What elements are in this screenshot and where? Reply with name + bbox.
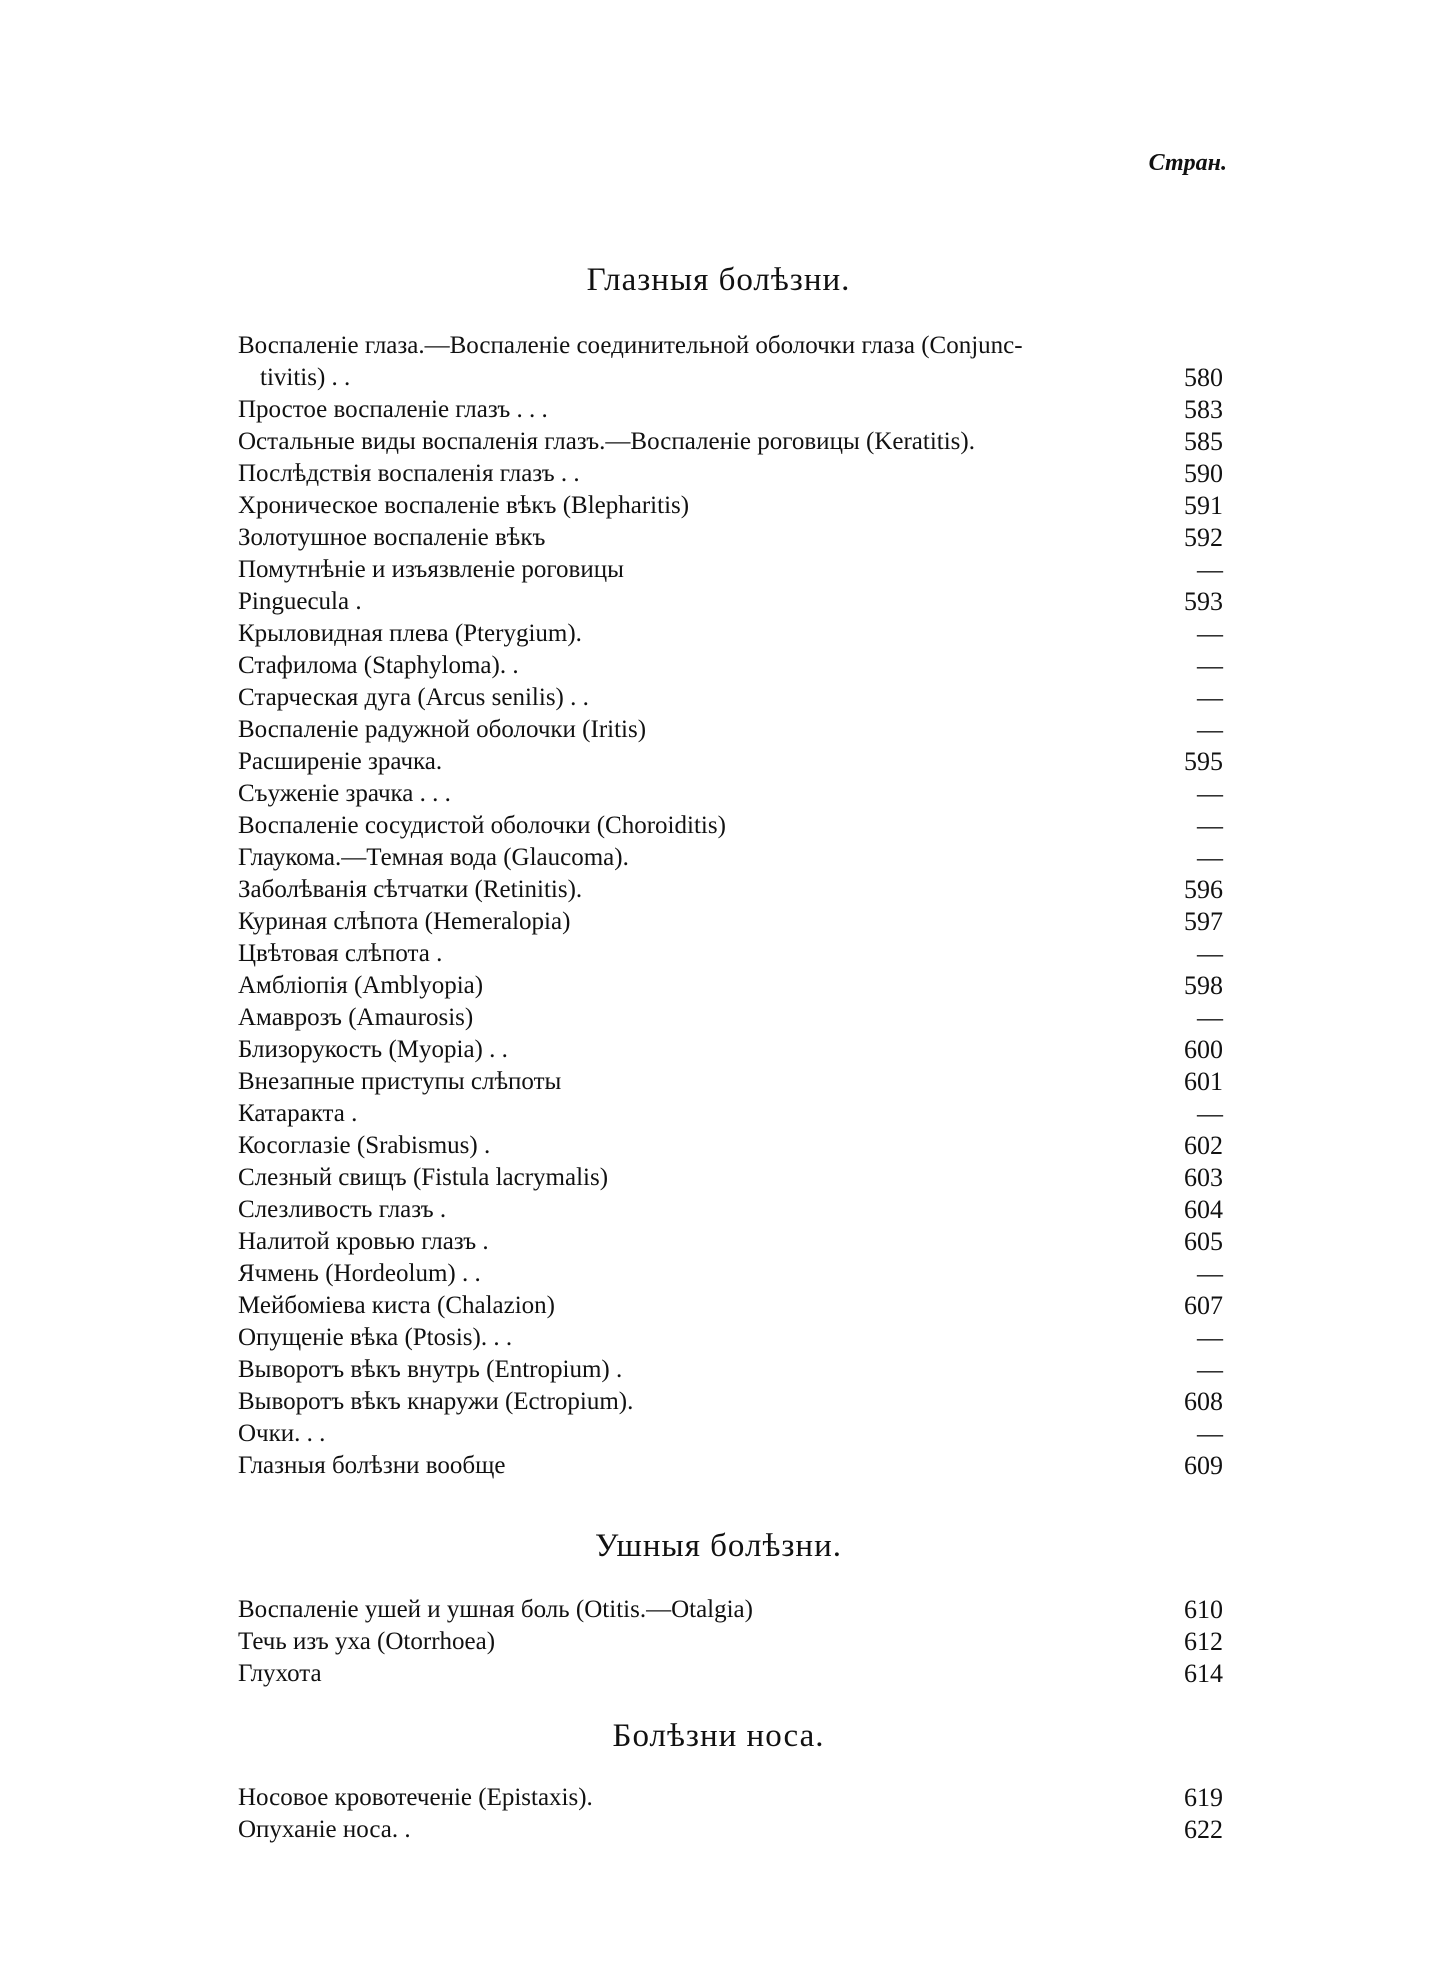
- toc-entry-title: Расширеніе зрачка.: [238, 748, 443, 775]
- toc-entry-page: 602: [1184, 1131, 1223, 1160]
- toc-entry-title: Выворотъ вѣкъ внутрь (Entropium) .: [238, 1356, 623, 1383]
- toc-entry: [238, 330, 1223, 394]
- toc-entry: [238, 1658, 1223, 1690]
- toc-entry: [238, 650, 1223, 682]
- toc-entry-title: Хроническое воспаленіе вѣкъ (Blepharitis): [238, 492, 690, 519]
- toc-entry: [238, 426, 1223, 458]
- toc-entry: [238, 522, 1223, 554]
- toc-entry: [238, 586, 1223, 618]
- toc-entry-page: 605: [1184, 1227, 1223, 1256]
- toc-entry: [238, 714, 1223, 746]
- toc-entry-page: —: [1197, 939, 1223, 968]
- toc-entry: [238, 618, 1223, 650]
- toc-entry-title: Слезный свищъ (Fistula lacrymalis): [238, 1164, 609, 1191]
- toc-entry-title: Съуженіе зрачка . . .: [238, 780, 451, 807]
- toc-entry: [238, 554, 1223, 586]
- toc-entry-title: Золотушное воспаленіе вѣкъ: [238, 524, 546, 551]
- toc-entry: [238, 970, 1223, 1002]
- toc-entry-page: —: [1197, 1419, 1223, 1448]
- toc-entry-page: 603: [1184, 1163, 1223, 1192]
- toc-entry: [238, 1354, 1223, 1386]
- toc-entry: [238, 1290, 1223, 1322]
- toc-entry-page: —: [1197, 555, 1223, 584]
- toc-entry-title: Старческая дуга (Arcus senilis) . .: [238, 684, 589, 711]
- toc-entry: [238, 490, 1223, 522]
- toc-entry: [238, 1322, 1223, 1354]
- toc-entry-page: 610: [1184, 1595, 1223, 1624]
- toc-entry-page: 612: [1184, 1627, 1223, 1656]
- toc-list-eye-diseases: [238, 330, 1223, 1482]
- toc-entry-page: 607: [1184, 1291, 1223, 1320]
- toc-entry-title: Очки. . .: [238, 1420, 326, 1447]
- toc-entry-title: Катаракта .: [238, 1100, 358, 1127]
- toc-entry-page: 592: [1184, 523, 1223, 552]
- toc-entry: [238, 1002, 1223, 1034]
- toc-entry: [238, 1130, 1223, 1162]
- toc-entry-title: Воспаленіе ушей и ушная боль (Otitis.—Otalgia): [238, 1596, 753, 1623]
- toc-entry-title: Опуханіе носа. .: [238, 1816, 411, 1843]
- section-title-eye-diseases: Глазныя болѣзни.: [586, 262, 851, 298]
- toc-entry-page: —: [1197, 683, 1223, 712]
- toc-entry-page: —: [1197, 811, 1223, 840]
- toc-list-ear-diseases: [238, 1594, 1223, 1690]
- toc-entry-title: [238, 330, 1223, 394]
- toc-entry-title: Течь изъ уха (Otorrhoea): [238, 1628, 496, 1655]
- toc-entry-page: 598: [1184, 971, 1223, 1000]
- toc-entry: [238, 1386, 1223, 1418]
- toc-entry-page: 609: [1184, 1451, 1223, 1480]
- toc-entry-title: Слезливость глазъ .: [238, 1196, 447, 1223]
- toc-entry-title: Опущеніе вѣка (Ptosis). . .: [238, 1324, 513, 1351]
- toc-entry-title: Заболѣванія сѣтчатки (Retinitis).: [238, 876, 583, 903]
- toc-entry-title: Глазныя болѣзни вообще: [238, 1452, 506, 1479]
- toc-entry-page: 597: [1184, 907, 1223, 936]
- page-column-header: Стран.: [1148, 150, 1227, 176]
- toc-entry-title: Налитой кровью глазъ .: [238, 1228, 489, 1255]
- toc-entry-title: Глухота: [238, 1660, 322, 1687]
- toc-entry-title: Стафилома (Staphyloma). .: [238, 652, 519, 679]
- toc-entry-title: Простое воспаленіе глазъ . . .: [238, 396, 548, 423]
- toc-entry-page: 619: [1184, 1783, 1223, 1812]
- toc-entry-page: 591: [1184, 491, 1223, 520]
- toc-entry: [238, 810, 1223, 842]
- toc-entry-page: 622: [1184, 1815, 1223, 1844]
- toc-entry-page: 583: [1184, 395, 1223, 424]
- toc-entry: [238, 874, 1223, 906]
- toc-entry-title: Носовое кровотеченіе (Epistaxis).: [238, 1784, 593, 1811]
- toc-entry: [238, 458, 1223, 490]
- toc-entry: [238, 682, 1223, 714]
- toc-entry-page: 595: [1184, 747, 1223, 776]
- toc-entry-page: 604: [1184, 1195, 1223, 1224]
- toc-entry-title: Воспаленіе сосудистой оболочки (Choroiditis): [238, 812, 726, 839]
- toc-entry: [238, 842, 1223, 874]
- toc-entry-page: 608: [1184, 1387, 1223, 1416]
- toc-entry-page: —: [1197, 651, 1223, 680]
- toc-entry: [238, 1450, 1223, 1482]
- toc-entry-page: 600: [1184, 1035, 1223, 1064]
- toc-entry-page: 580: [1184, 363, 1223, 392]
- toc-entry: [238, 906, 1223, 938]
- toc-entry-title: Воспаленіе радужной оболочки (Iritis): [238, 716, 647, 743]
- toc-entry-page: 590: [1184, 459, 1223, 488]
- toc-entry-title: Помутнѣніе и изъязвленіе роговицы: [238, 556, 624, 583]
- toc-list-nose-diseases: [238, 1782, 1223, 1846]
- toc-entry-page: —: [1197, 1355, 1223, 1384]
- toc-entry-page: —: [1197, 1259, 1223, 1288]
- toc-entry: [238, 746, 1223, 778]
- toc-entry-page: —: [1197, 843, 1223, 872]
- section-title-ear-diseases: Ушныя болѣзни.: [595, 1528, 842, 1564]
- toc-entry-title: Амаврозъ (Amaurosis): [238, 1004, 474, 1031]
- toc-entry-page: 585: [1184, 427, 1223, 456]
- toc-entry-line-1: Воспаленіе глаза.—Воспаленіе соединительной оболочки глаза (Conjunc-: [238, 332, 1023, 359]
- section-title-nose-diseases: Болѣзни носа.: [612, 1718, 825, 1754]
- toc-entry-page: 596: [1184, 875, 1223, 904]
- toc-entry: [238, 1162, 1223, 1194]
- toc-entry-page: —: [1197, 1003, 1223, 1032]
- toc-entry: [238, 1594, 1223, 1626]
- toc-entry: [238, 1418, 1223, 1450]
- toc-entry-line-2: tivitis) . .: [260, 364, 351, 391]
- toc-entry-page: 601: [1184, 1067, 1223, 1096]
- toc-entry-page: 593: [1184, 587, 1223, 616]
- toc-entry: [238, 1782, 1223, 1814]
- toc-entry-title: Куриная слѣпота (Hemeralopia): [238, 908, 571, 935]
- toc-entry: [238, 1258, 1223, 1290]
- toc-entry: [238, 1066, 1223, 1098]
- toc-entry: [238, 778, 1223, 810]
- toc-entry-title: Мейбоміева киста (Chalazion): [238, 1292, 556, 1319]
- toc-entry: [238, 1194, 1223, 1226]
- toc-entry-page: —: [1197, 619, 1223, 648]
- toc-entry-title: Остальные виды воспаленія глазъ.—Воспаленіе роговицы (Keratitis).: [238, 428, 975, 455]
- toc-entry-title: Косоглазіе (Srabismus) .: [238, 1132, 491, 1159]
- toc-entry-title: Ячмень (Hordeolum) . .: [238, 1260, 481, 1287]
- toc-entry-title: Послѣдствія воспаленія глазъ . .: [238, 460, 580, 487]
- toc-entry-title: Глаукома.—Темная вода (Glaucoma).: [238, 844, 629, 871]
- toc-entry-page: 614: [1184, 1659, 1223, 1688]
- toc-entry-title: Внезапные приступы слѣпоты: [238, 1068, 562, 1095]
- toc-entry-page: —: [1197, 779, 1223, 808]
- toc-entry-page: —: [1197, 715, 1223, 744]
- toc-entry: [238, 1814, 1223, 1846]
- toc-entry-title: Pinguecula .: [238, 588, 362, 615]
- toc-entry: [238, 938, 1223, 970]
- toc-entry-title: Цвѣтовая слѣпота .: [238, 940, 443, 967]
- toc-entry-title: Крыловидная плева (Pterygium).: [238, 620, 582, 647]
- toc-entry-page: —: [1197, 1323, 1223, 1352]
- toc-entry: [238, 1098, 1223, 1130]
- toc-entry: [238, 1226, 1223, 1258]
- toc-entry-title: Амбліопія (Amblyopia): [238, 972, 484, 999]
- toc-entry: [238, 1626, 1223, 1658]
- toc-entry-title: Близорукость (Myopia) . .: [238, 1036, 508, 1063]
- toc-entry: [238, 394, 1223, 426]
- toc-entry-title: Выворотъ вѣкъ кнаружи (Ectropium).: [238, 1388, 634, 1415]
- toc-entry-page: —: [1197, 1099, 1223, 1128]
- toc-entry: [238, 1034, 1223, 1066]
